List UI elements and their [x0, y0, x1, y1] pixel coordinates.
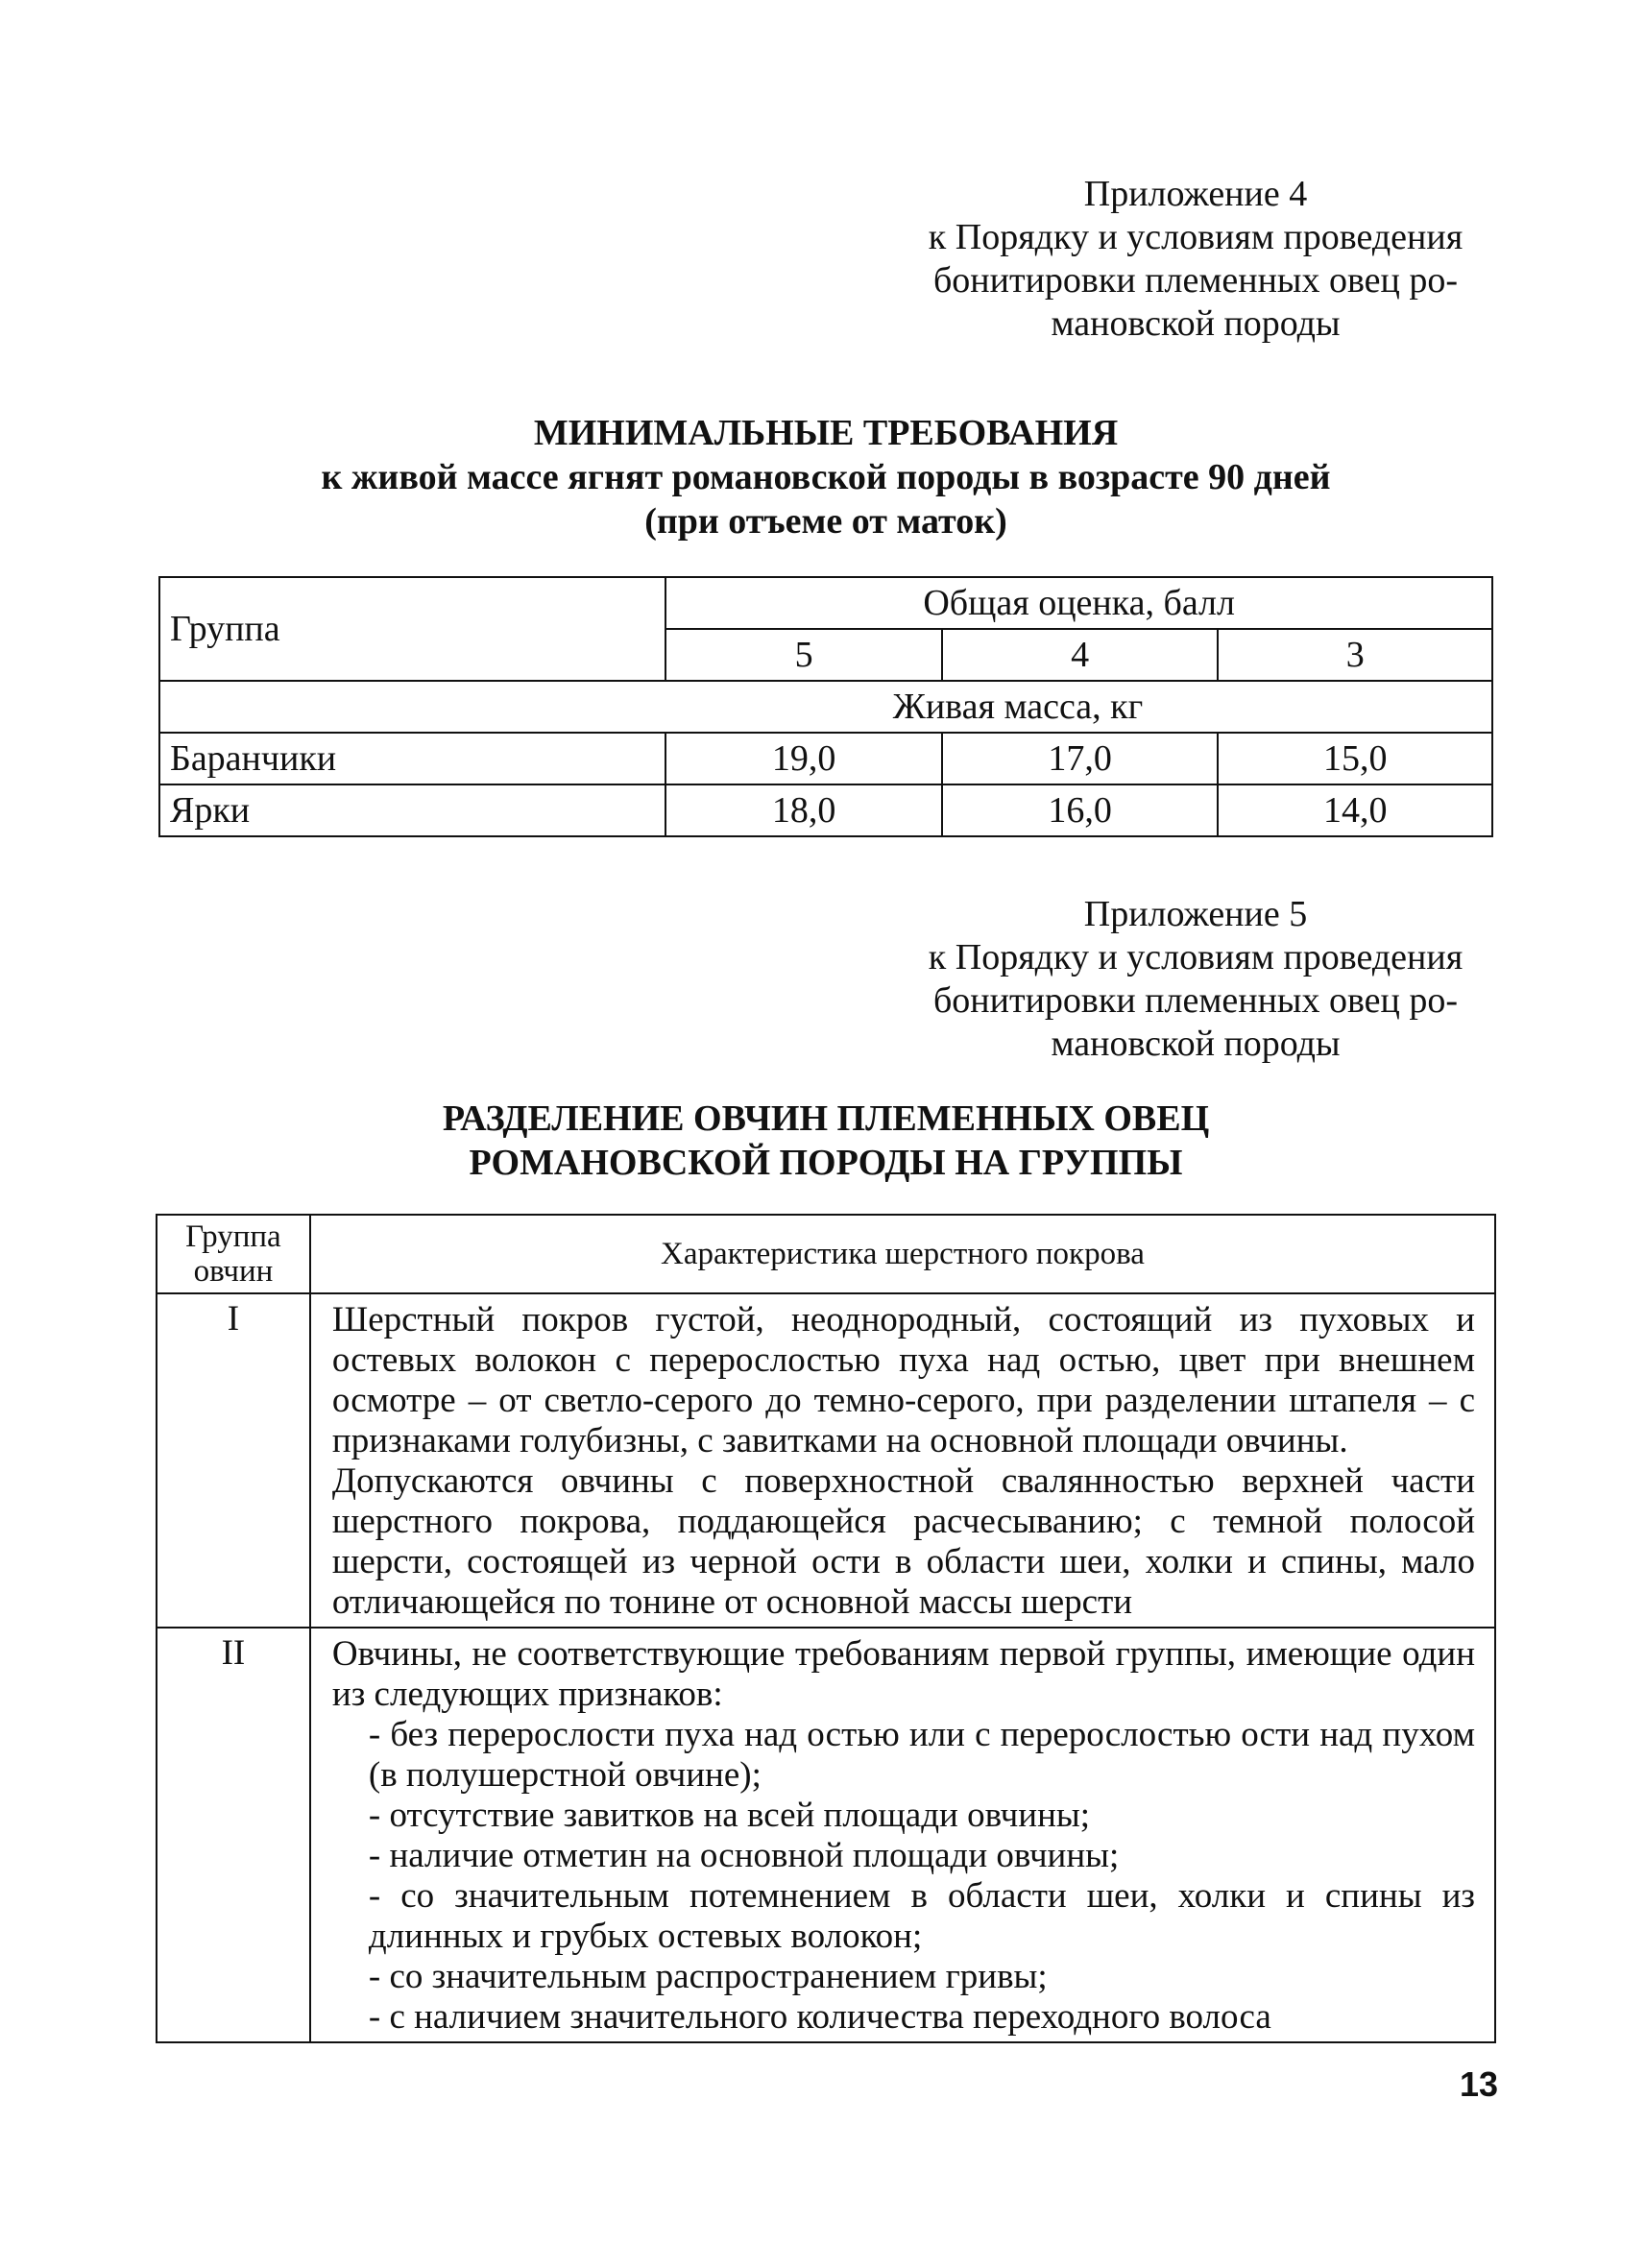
header-group: Группа	[159, 577, 665, 681]
title-line: к живой массе ягнят романовской породы в возрасте 90 дней	[321, 457, 1331, 497]
header-score: Общая оценка, балл	[665, 577, 1492, 629]
group-label: I	[157, 1293, 310, 1628]
table-row	[157, 1628, 1495, 2042]
score-3: 3	[1218, 629, 1492, 681]
table2-title	[154, 1097, 1498, 1185]
title-line: РОМАНОВСКОЙ ПОРОДЫ НА ГРУППЫ	[469, 1143, 1183, 1183]
appendix-line: бонитировки племенных овец ро-	[932, 260, 1459, 301]
criteria-item: - с наличием значительного количества переходного волоса	[368, 1997, 1271, 2037]
title-line: РАЗДЕЛЕНИЕ ОВЧИН ПЛЕМЕННЫХ ОВЕЦ	[442, 1098, 1210, 1139]
cell-value: 19,0	[665, 733, 942, 784]
appendix-line: бонитировки племенных овец ро-	[932, 980, 1459, 1021]
table-row	[157, 1293, 1495, 1628]
criteria-item: - наличие отметин на основной площади овчины;	[368, 1836, 1120, 1875]
score-5: 5	[665, 629, 942, 681]
sheepskin-groups-table	[156, 1214, 1496, 2043]
appendix-5-caption	[893, 893, 1498, 1066]
page-number: 13	[1459, 2064, 1498, 2104]
subheader-live-mass: Живая масса, кг	[159, 681, 1492, 733]
cell-value: 14,0	[1218, 784, 1492, 836]
appendix-line: мановской породы	[1051, 303, 1341, 344]
group-label: II	[157, 1628, 310, 2042]
row-label: Баранчики	[159, 733, 665, 784]
table-row	[159, 733, 1492, 784]
cell-value: 15,0	[1218, 733, 1492, 784]
title-line: (при отъеме от маток)	[644, 501, 1007, 542]
appendix-line: к Порядку и условиям проведения	[928, 217, 1464, 257]
appendix-line: Приложение 5	[1083, 894, 1308, 934]
appendix-line: мановской породы	[1051, 1024, 1341, 1064]
criteria-item: - со значительным потемнением в области шеи, холки и спины из длинных и грубых остевых волокон;	[368, 1876, 1475, 1956]
row-label: Ярки	[159, 784, 665, 836]
cell-value: 17,0	[942, 733, 1219, 784]
criteria-item: - без перерослости пуха над остью или с перерослостью ости над пухом (в полушерстной овчине);	[368, 1715, 1475, 1795]
cell-value: 18,0	[665, 784, 942, 836]
appendix-4-caption	[893, 173, 1498, 346]
criteria-item: - отсутствие завитков на всей площади овчины;	[368, 1796, 1091, 1835]
appendix-line: к Порядку и условиям проведения	[928, 937, 1464, 977]
table-row	[159, 784, 1492, 836]
group-description	[310, 1293, 1495, 1628]
header-characteristic: Характеристика шерстного покрова	[310, 1215, 1495, 1293]
title-line: МИНИМАЛЬНЫЕ ТРЕБОВАНИЯ	[533, 413, 1119, 453]
appendix-line: Приложение 4	[1083, 174, 1308, 214]
description-paragraph: Допускаются овчины с поверхностной свалянностью верхней части шерстного покрова, поддающейся расчесыванию; с темной полосой шерсти, состоящей из черной ости в области шеи, холки и спины, мало отличающейся по тонине от основной массы шерсти	[331, 1461, 1475, 1622]
criteria-item: - со значительным распространением гривы;	[368, 1957, 1048, 1996]
header-skin-group: Группа овчин	[157, 1215, 310, 1293]
description-paragraph: Шерстный покров густой, неоднородный, состоящий из пуховых и остевых волокон с перерослостью пуха над остью, цвет при внешнем осмотре – от светло-серого до темно-серого, при разделении штапеля – с признаками голубизны, с завитками на основной площади овчины.	[331, 1300, 1475, 1460]
cell-value: 16,0	[942, 784, 1219, 836]
live-mass-table	[158, 576, 1493, 837]
group-description	[310, 1628, 1495, 2042]
table1-title	[154, 411, 1498, 543]
description-intro: Овчины, не соответствующие требованиям первой группы, имеющие один из следующих признаков:	[331, 1634, 1475, 1714]
score-4: 4	[942, 629, 1219, 681]
